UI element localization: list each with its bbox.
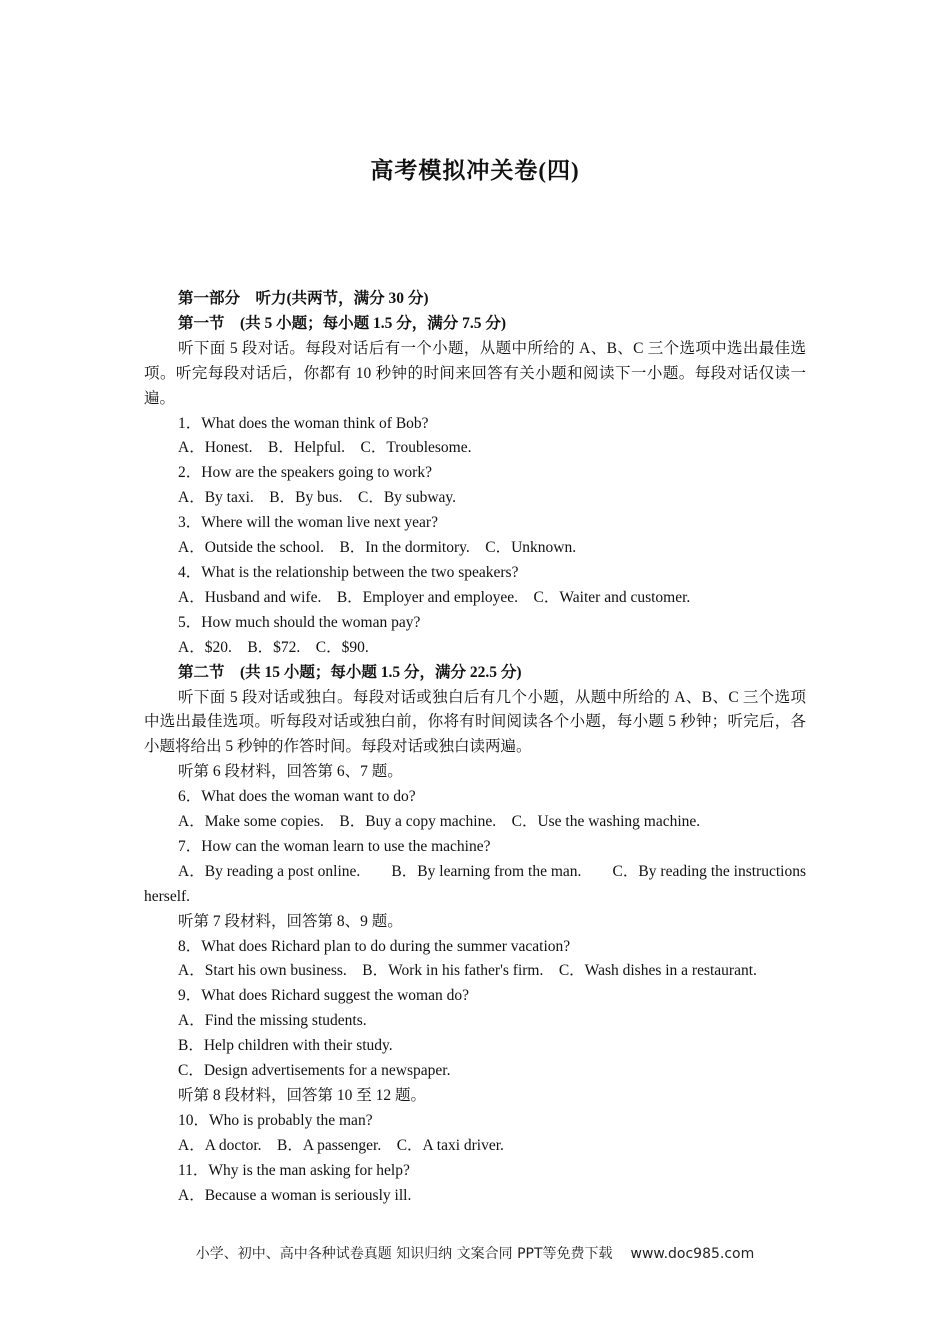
footer-url[interactable]: www.doc985.com — [630, 1246, 755, 1262]
question-2: 2．How are the speakers going to work? — [178, 464, 432, 482]
page-footer — [0, 1243, 950, 1263]
question-10-options: A．A doctor. B．A passenger. C．A taxi driver. — [178, 1136, 504, 1154]
material-8-note: 听第 8 段材料，回答第 10 至 12 题。 — [178, 1087, 427, 1104]
section2-heading: 第二节 (共 15 小题；每小题 1.5 分，满分 22.5 分) — [178, 663, 522, 681]
question-4-options: A．Husband and wife. B．Employer and employee. C．Waiter and customer. — [178, 588, 691, 606]
question-3: 3．Where will the woman live next year? — [178, 514, 438, 532]
footer-text: 小学、初中、高中各种试卷真题 知识归纳 文案合同 PPT等免费下载 — [195, 1246, 613, 1262]
question-6-options: A．Make some copies. B．Buy a copy machine. C．Use the washing machine. — [178, 813, 701, 831]
question-1: 1．What does the woman think of Bob? — [178, 414, 429, 432]
material-6-note: 听第 6 段材料，回答第 6、7 题。 — [178, 763, 403, 781]
section1-heading: 第一节 (共 5 小题；每小题 1.5 分，满分 7.5 分) — [178, 314, 507, 332]
question-11-option-a: A．Because a woman is seriously ill. — [178, 1186, 412, 1204]
question-3-options: A．Outside the school. B．In the dormitory. C．Unknown. — [178, 539, 577, 557]
exam-body — [144, 287, 806, 1209]
question-10: 10．Who is probably the man? — [178, 1111, 373, 1129]
question-9-option-a: A．Find the missing students. — [178, 1012, 367, 1030]
question-2-options: A．By taxi. B．By bus. C．By subway. — [178, 489, 457, 507]
question-9-option-c: C．Design advertisements for a newspaper. — [178, 1062, 451, 1080]
material-7-note: 听第 7 段材料，回答第 8、9 题。 — [178, 912, 403, 930]
question-5-options: A．$20. B．$72. C．$90. — [178, 638, 369, 656]
question-4: 4．What is the relationship between the two speakers? — [178, 563, 519, 581]
question-9: 9．What does Richard suggest the woman do? — [178, 987, 469, 1005]
page-title: 高考模拟冲关卷(四) — [370, 158, 580, 183]
question-9-option-b: B．Help children with their study. — [178, 1037, 393, 1055]
question-5: 5．How much should the woman pay? — [178, 613, 421, 631]
question-8-options: A．Start his own business. B．Work in his father's firm. C．Wash dishes in a restaurant. — [178, 962, 757, 980]
question-6: 6．What does the woman want to do? — [178, 788, 416, 806]
part1-heading: 第一部分 听力(共两节，满分 30 分) — [178, 290, 429, 307]
section1-instructions: 听下面 5 段对话。每段对话后有一个小题，从题中所给的 A、B、C 三个选项中选出最佳选项。听完每段对话后，你都有 10 秒钟的时间来回答有关小题和阅读下一小题。每段对话仅读一遍。 — [144, 339, 806, 407]
question-11: 11．Why is the man asking for help? — [178, 1161, 410, 1179]
question-1-options: A．Honest. B．Helpful. C．Troublesome. — [178, 439, 472, 457]
question-7: 7．How can the woman learn to use the machine? — [178, 837, 491, 855]
question-8: 8．What does Richard plan to do during the summer vacation? — [178, 937, 571, 955]
section2-instructions: 听下面 5 段对话或独白。每段对话或独白后有几个小题，从题中所给的 A、B、C 三个选项中选出最佳选项。听每段对话或独白前，你将有时间阅读各个小题，每小题 5 秒钟；听完后，各小题将给出 5 秒钟的作答时间。每段对话或独白读两遍。 — [144, 688, 806, 756]
question-7-options: A．By reading a post online. B．By learning from the man. C．By reading the instructions herself. — [144, 862, 806, 905]
